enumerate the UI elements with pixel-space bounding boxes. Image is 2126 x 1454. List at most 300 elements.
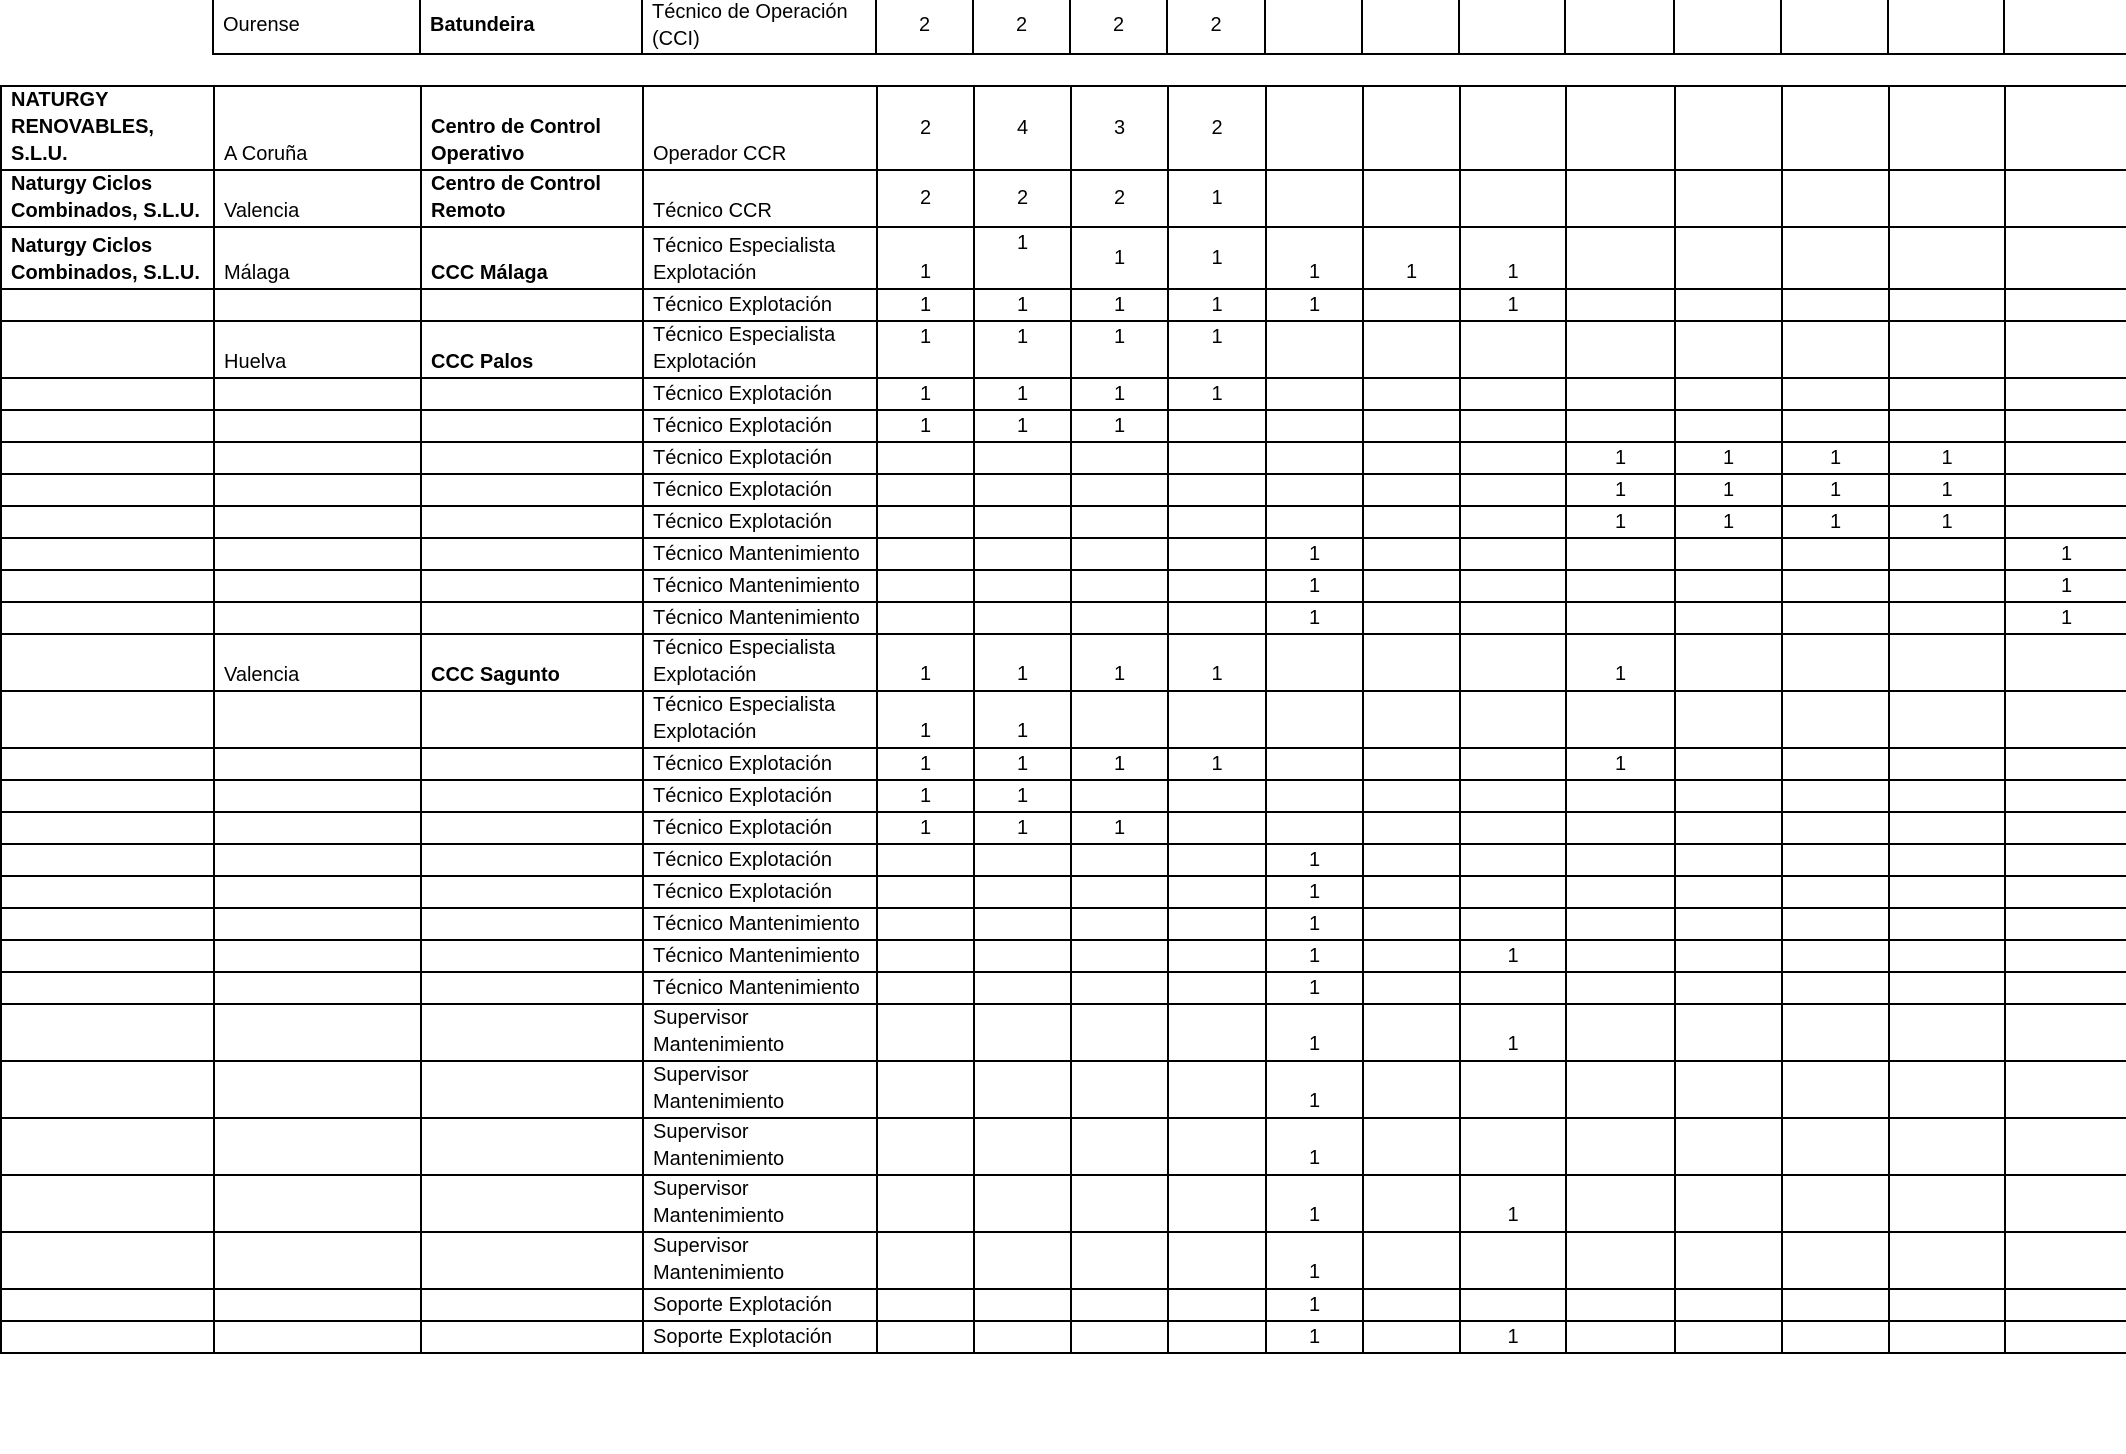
value-cell: 1	[1675, 506, 1782, 538]
province-cell	[214, 780, 421, 812]
center-cell	[421, 1321, 643, 1353]
value-cell	[1889, 972, 2005, 1004]
value-cell	[1460, 321, 1566, 378]
value-cell	[2005, 691, 2126, 748]
value-cell: 1	[1168, 748, 1266, 780]
value-cell	[877, 876, 974, 908]
position-cell: Técnico Explotación	[643, 506, 877, 538]
value-cell: 1	[1168, 378, 1266, 410]
value-cell	[974, 1232, 1071, 1289]
value-cell	[1460, 442, 1566, 474]
value-cell	[2005, 378, 2126, 410]
value-cell: 1	[1782, 506, 1889, 538]
value-cell: 1	[974, 410, 1071, 442]
value-cell: 1	[1566, 442, 1675, 474]
value-cell: 1	[1266, 940, 1363, 972]
value-cell: 1	[877, 410, 974, 442]
center-cell	[421, 908, 643, 940]
province-cell: Ourense	[213, 0, 420, 54]
value-cell: 1	[1071, 410, 1168, 442]
value-cell	[1782, 812, 1889, 844]
value-cell	[1460, 1061, 1566, 1118]
table-row	[0, 0, 2126, 54]
center-cell	[421, 1118, 643, 1175]
table-row	[1, 170, 2126, 227]
value-cell	[1675, 321, 1782, 378]
company-cell	[1, 780, 214, 812]
company-cell	[1, 1175, 214, 1232]
value-cell: 1	[1266, 602, 1363, 634]
province-cell	[214, 289, 421, 321]
value-cell	[877, 972, 974, 1004]
value-cell	[1566, 1232, 1675, 1289]
value-cell	[1363, 86, 1460, 170]
value-cell	[1889, 86, 2005, 170]
value-cell	[1675, 227, 1782, 289]
value-cell	[1566, 378, 1675, 410]
company-cell	[1, 1289, 214, 1321]
value-cell: 1	[1675, 442, 1782, 474]
value-cell	[1071, 1004, 1168, 1061]
value-cell: 3	[1071, 86, 1168, 170]
value-cell	[2005, 1289, 2126, 1321]
value-cell	[974, 602, 1071, 634]
position-cell: Técnico Explotación	[643, 844, 877, 876]
position-cell: Técnico Explotación	[643, 748, 877, 780]
value-cell	[877, 1289, 974, 1321]
position-cell: Técnico Explotación	[643, 474, 877, 506]
value-cell	[1071, 1061, 1168, 1118]
value-cell: 2	[1167, 0, 1265, 54]
value-cell	[1782, 844, 1889, 876]
value-cell	[1363, 378, 1460, 410]
value-cell	[2005, 748, 2126, 780]
value-cell: 2	[877, 86, 974, 170]
value-cell	[2005, 170, 2126, 227]
center-cell	[421, 378, 643, 410]
center-cell	[421, 1175, 643, 1232]
company-cell	[1, 1118, 214, 1175]
value-cell	[1460, 474, 1566, 506]
value-cell	[1566, 1118, 1675, 1175]
value-cell	[1566, 1289, 1675, 1321]
province-cell: A Coruña	[214, 86, 421, 170]
value-cell	[1782, 570, 1889, 602]
value-cell	[1363, 812, 1460, 844]
company-cell	[1, 474, 214, 506]
value-cell	[1071, 1289, 1168, 1321]
value-cell	[1168, 1175, 1266, 1232]
province-cell	[214, 940, 421, 972]
value-cell	[1782, 634, 1889, 691]
value-cell	[974, 844, 1071, 876]
value-cell: 1	[1460, 1175, 1566, 1232]
value-cell	[1266, 321, 1363, 378]
value-cell	[2005, 1321, 2126, 1353]
province-cell	[214, 1061, 421, 1118]
value-cell	[1168, 506, 1266, 538]
value-cell	[1266, 812, 1363, 844]
value-cell: 1	[1889, 474, 2005, 506]
value-cell	[1266, 170, 1363, 227]
value-cell	[1889, 1004, 2005, 1061]
value-cell	[1566, 908, 1675, 940]
value-cell	[1363, 780, 1460, 812]
province-cell: Málaga	[214, 227, 421, 289]
value-cell: 1	[1266, 1118, 1363, 1175]
company-cell	[1, 691, 214, 748]
position-cell: Supervisor Mantenimiento	[643, 1175, 877, 1232]
table-row	[1, 570, 2126, 602]
position-cell: Técnico Explotación	[643, 410, 877, 442]
value-cell	[1460, 506, 1566, 538]
value-cell	[1782, 1289, 1889, 1321]
table-row	[1, 1321, 2126, 1353]
value-cell	[1071, 1232, 1168, 1289]
value-cell	[1168, 442, 1266, 474]
value-cell	[1782, 410, 1889, 442]
value-cell: 1	[1363, 227, 1460, 289]
staffing-table	[0, 85, 2126, 1354]
value-cell: 2	[973, 0, 1070, 54]
value-cell	[974, 876, 1071, 908]
value-cell	[2005, 442, 2126, 474]
table-row	[1, 506, 2126, 538]
value-cell	[2005, 321, 2126, 378]
value-cell	[1566, 876, 1675, 908]
value-cell	[974, 972, 1071, 1004]
value-cell	[1266, 634, 1363, 691]
value-cell	[1266, 691, 1363, 748]
value-cell	[1363, 170, 1460, 227]
center-cell	[421, 780, 643, 812]
value-cell	[1566, 410, 1675, 442]
value-cell	[1168, 1061, 1266, 1118]
value-cell	[1071, 691, 1168, 748]
value-cell	[1566, 289, 1675, 321]
value-cell	[1071, 506, 1168, 538]
value-cell	[974, 1118, 1071, 1175]
value-cell	[1674, 0, 1781, 54]
value-cell: 1	[1266, 1232, 1363, 1289]
value-cell	[1782, 1118, 1889, 1175]
value-cell	[1266, 86, 1363, 170]
table-row	[1, 1061, 2126, 1118]
province-cell	[214, 1232, 421, 1289]
value-cell	[877, 506, 974, 538]
value-cell	[1168, 812, 1266, 844]
company-cell	[1, 602, 214, 634]
value-cell	[1675, 1232, 1782, 1289]
value-cell	[1071, 474, 1168, 506]
position-cell: Técnico Explotación	[643, 780, 877, 812]
value-cell	[2005, 1004, 2126, 1061]
position-cell: Técnico Mantenimiento	[643, 972, 877, 1004]
value-cell	[1566, 1321, 1675, 1353]
value-cell	[1363, 506, 1460, 538]
province-cell	[214, 506, 421, 538]
center-cell: CCC Sagunto	[421, 634, 643, 691]
value-cell: 1	[1071, 634, 1168, 691]
value-cell	[1168, 1232, 1266, 1289]
table-row	[1, 538, 2126, 570]
value-cell	[2005, 844, 2126, 876]
value-cell: 1	[1266, 538, 1363, 570]
company-cell	[1, 972, 214, 1004]
province-cell: Valencia	[214, 170, 421, 227]
table-row	[1, 780, 2126, 812]
value-cell	[1363, 876, 1460, 908]
center-cell	[421, 1061, 643, 1118]
value-cell	[2005, 289, 2126, 321]
value-cell: 1	[974, 289, 1071, 321]
value-cell	[1566, 86, 1675, 170]
position-cell: Técnico Mantenimiento	[643, 602, 877, 634]
table-row	[1, 1118, 2126, 1175]
position-cell: Operador CCR	[643, 86, 877, 170]
value-cell	[1675, 570, 1782, 602]
value-cell	[1168, 940, 1266, 972]
value-cell	[2005, 227, 2126, 289]
table-row	[1, 86, 2126, 170]
table-row	[1, 634, 2126, 691]
value-cell	[2005, 1118, 2126, 1175]
value-cell	[1675, 780, 1782, 812]
value-cell	[877, 1118, 974, 1175]
value-cell	[877, 1061, 974, 1118]
value-cell	[1071, 570, 1168, 602]
value-cell	[1675, 1004, 1782, 1061]
company-cell	[1, 538, 214, 570]
center-cell	[421, 876, 643, 908]
position-cell: Técnico Mantenimiento	[643, 908, 877, 940]
value-cell	[1675, 1289, 1782, 1321]
value-cell	[1566, 780, 1675, 812]
table-row	[1, 474, 2126, 506]
value-cell	[1363, 844, 1460, 876]
value-cell: 1	[1266, 972, 1363, 1004]
value-cell	[1566, 812, 1675, 844]
value-cell	[1566, 321, 1675, 378]
value-cell	[1460, 410, 1566, 442]
position-cell: Técnico de Operación (CCI)	[642, 0, 876, 54]
position-cell: Técnico Explotación	[643, 812, 877, 844]
value-cell	[1675, 1175, 1782, 1232]
value-cell	[1566, 1175, 1675, 1232]
value-cell	[1071, 442, 1168, 474]
company-cell	[1, 748, 214, 780]
value-cell	[1782, 908, 1889, 940]
value-cell	[1889, 844, 2005, 876]
value-cell	[974, 570, 1071, 602]
value-cell	[974, 1175, 1071, 1232]
company-cell	[1, 1004, 214, 1061]
value-cell	[1071, 602, 1168, 634]
province-cell	[214, 748, 421, 780]
value-cell	[1460, 86, 1566, 170]
value-cell	[2005, 506, 2126, 538]
table-row	[1, 602, 2126, 634]
value-cell	[1566, 570, 1675, 602]
value-cell	[1363, 1061, 1460, 1118]
value-cell	[1782, 1061, 1889, 1118]
value-cell	[1265, 0, 1362, 54]
value-cell	[1266, 410, 1363, 442]
province-cell	[214, 442, 421, 474]
value-cell	[1675, 748, 1782, 780]
province-cell	[214, 908, 421, 940]
position-cell: Técnico Especialista Explotación	[643, 634, 877, 691]
center-cell	[421, 972, 643, 1004]
province-cell	[214, 474, 421, 506]
table-row	[1, 378, 2126, 410]
value-cell	[1168, 538, 1266, 570]
value-cell	[1071, 908, 1168, 940]
value-cell	[1889, 1232, 2005, 1289]
company-cell	[1, 570, 214, 602]
table-row	[1, 442, 2126, 474]
value-cell	[1782, 748, 1889, 780]
company-cell	[1, 812, 214, 844]
value-cell	[877, 940, 974, 972]
table-row	[1, 1289, 2126, 1321]
center-cell	[421, 844, 643, 876]
position-cell: Soporte Explotación	[643, 1321, 877, 1353]
value-cell: 1	[1566, 634, 1675, 691]
value-cell	[1460, 876, 1566, 908]
position-cell: Técnico Mantenimiento	[643, 570, 877, 602]
value-cell: 1	[2005, 570, 2126, 602]
value-cell	[1460, 1232, 1566, 1289]
center-cell	[421, 506, 643, 538]
value-cell	[1782, 227, 1889, 289]
value-cell	[1266, 442, 1363, 474]
value-cell: 1	[1266, 227, 1363, 289]
province-cell	[214, 1118, 421, 1175]
value-cell	[1071, 940, 1168, 972]
company-cell	[1, 1321, 214, 1353]
province-cell	[214, 410, 421, 442]
value-cell	[1460, 812, 1566, 844]
company-cell	[1, 410, 214, 442]
company-cell: Naturgy Ciclos Combinados, S.L.U.	[1, 227, 214, 289]
value-cell	[1460, 570, 1566, 602]
value-cell	[1460, 1289, 1566, 1321]
position-cell: Supervisor Mantenimiento	[643, 1232, 877, 1289]
company-cell	[1, 634, 214, 691]
value-cell	[2005, 86, 2126, 170]
value-cell	[1889, 691, 2005, 748]
center-cell	[421, 812, 643, 844]
center-cell: Centro de Control Remoto	[421, 170, 643, 227]
province-cell	[214, 844, 421, 876]
company-cell	[1, 844, 214, 876]
value-cell	[1889, 940, 2005, 972]
position-cell: Técnico Especialista Explotación	[643, 691, 877, 748]
value-cell	[1363, 570, 1460, 602]
value-cell: 1	[974, 780, 1071, 812]
value-cell: 1	[1071, 812, 1168, 844]
value-cell	[1363, 972, 1460, 1004]
value-cell: 1	[974, 812, 1071, 844]
value-cell	[1889, 1175, 2005, 1232]
value-cell	[1889, 812, 2005, 844]
center-cell	[421, 1289, 643, 1321]
value-cell: 1	[1266, 876, 1363, 908]
value-cell	[1460, 538, 1566, 570]
value-cell	[1460, 602, 1566, 634]
value-cell	[1889, 378, 2005, 410]
value-cell: 1	[1266, 1175, 1363, 1232]
value-cell: 1	[1566, 506, 1675, 538]
value-cell: 1	[1266, 908, 1363, 940]
value-cell	[1782, 691, 1889, 748]
province-cell	[214, 1321, 421, 1353]
value-cell	[1168, 1289, 1266, 1321]
value-cell	[1781, 0, 1888, 54]
value-cell	[1675, 876, 1782, 908]
value-cell	[1782, 538, 1889, 570]
value-cell	[1168, 1118, 1266, 1175]
value-cell	[1460, 908, 1566, 940]
value-cell	[1566, 227, 1675, 289]
value-cell	[1675, 940, 1782, 972]
value-cell	[1460, 170, 1566, 227]
value-cell	[1889, 876, 2005, 908]
value-cell	[1889, 410, 2005, 442]
center-cell: Centro de Control Operativo	[421, 86, 643, 170]
province-cell	[214, 812, 421, 844]
province-cell	[214, 1289, 421, 1321]
value-cell	[877, 442, 974, 474]
company-cell	[1, 908, 214, 940]
value-cell: 1	[1266, 289, 1363, 321]
center-cell: CCC Palos	[421, 321, 643, 378]
value-cell	[1782, 1004, 1889, 1061]
value-cell: 1	[1566, 474, 1675, 506]
value-cell: 1	[1460, 1004, 1566, 1061]
value-cell	[1168, 602, 1266, 634]
value-cell	[1363, 602, 1460, 634]
value-cell: 1	[1675, 474, 1782, 506]
table-row	[1, 1175, 2126, 1232]
value-cell	[1168, 1004, 1266, 1061]
value-cell	[1168, 780, 1266, 812]
value-cell	[1168, 570, 1266, 602]
value-cell	[1675, 86, 1782, 170]
position-cell: Técnico Mantenimiento	[643, 940, 877, 972]
value-cell: 1	[1266, 1061, 1363, 1118]
value-cell: 1	[1782, 474, 1889, 506]
value-cell: 1	[1071, 321, 1168, 378]
value-cell	[1460, 691, 1566, 748]
value-cell: 1	[974, 378, 1071, 410]
value-cell: 1	[2005, 602, 2126, 634]
company-cell	[1, 940, 214, 972]
value-cell	[1675, 538, 1782, 570]
value-cell	[1566, 691, 1675, 748]
value-cell	[877, 570, 974, 602]
value-cell: 1	[1460, 289, 1566, 321]
top-table-fragment	[0, 0, 2126, 55]
value-cell	[877, 1175, 974, 1232]
company-cell	[1, 442, 214, 474]
company-cell	[1, 876, 214, 908]
value-cell	[1675, 634, 1782, 691]
value-cell	[1675, 844, 1782, 876]
value-cell	[2005, 1175, 2126, 1232]
value-cell	[1566, 1061, 1675, 1118]
